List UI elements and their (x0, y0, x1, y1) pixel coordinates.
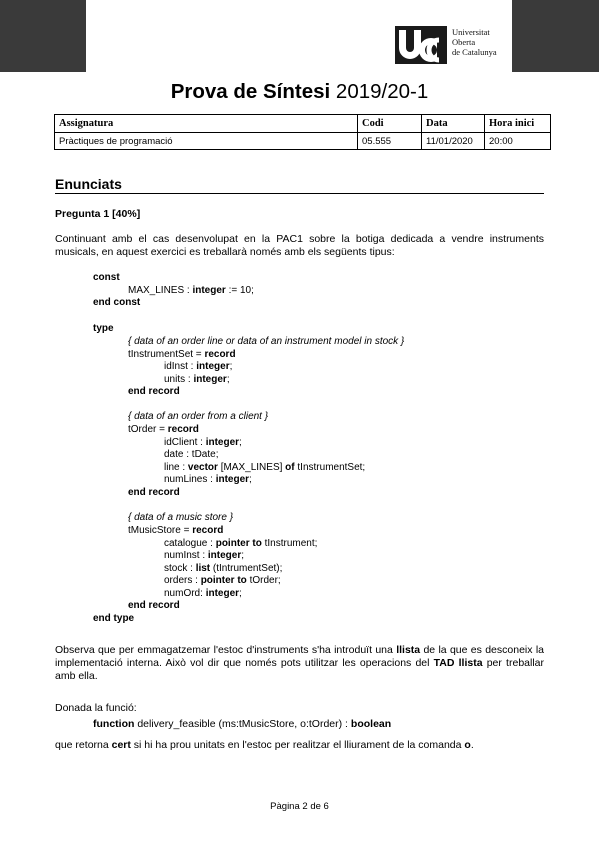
code-text: tOrder; (246, 575, 281, 586)
code-text: [MAX_LINES] (217, 461, 286, 473)
section-title: Enunciats (55, 176, 122, 192)
header-cell-data: Data (422, 115, 485, 133)
returns-line (55, 739, 474, 752)
observation-bold: TAD llista (433, 657, 483, 669)
page-title-bold: Prova de Síntesi (170, 80, 331, 103)
code-numord (164, 588, 242, 601)
cell-hora: 20:00 (485, 133, 551, 150)
code-text: ; (239, 587, 242, 599)
logo-line: Universitat (452, 27, 490, 37)
page-title (0, 80, 599, 104)
keyword: record (192, 525, 224, 536)
code-comment-order (128, 411, 268, 424)
returns-text: si hi ha prou unitats en l'estoc per realitzar el lliurament de la comanda (130, 739, 465, 751)
code-comment-store (128, 512, 233, 525)
keyword: of (285, 461, 295, 473)
keyword: integer (205, 587, 240, 599)
code-numlines (164, 474, 252, 487)
code-text: ; (239, 436, 242, 448)
keyword: record (167, 424, 199, 435)
keyword: integer (192, 284, 226, 296)
code-const-kw (93, 272, 120, 285)
code-text: MAX_LINES : (128, 284, 193, 296)
info-table (54, 114, 551, 150)
keyword: end record (128, 486, 180, 498)
keyword: end record (128, 600, 180, 611)
code-tmusicstore (128, 525, 223, 538)
code-text: numLines : (164, 474, 216, 485)
code-idclient (164, 437, 242, 450)
uoc-logo-icon (395, 26, 447, 64)
code-text: numInst : (164, 550, 208, 561)
code-catalogue (164, 538, 317, 551)
code-text: tInstrument; (261, 537, 318, 549)
code-text: idClient : (164, 436, 206, 448)
keyword: end const (93, 297, 141, 308)
section-divider (55, 193, 544, 194)
header-band-right (512, 0, 599, 72)
code-torder (128, 424, 199, 437)
returns-bold: cert (111, 739, 131, 751)
code-text: tInstrumentSet; (294, 461, 366, 473)
keyword: vector (187, 461, 218, 473)
donada-line: Donada la funció: (55, 702, 137, 714)
info-table-header-row (55, 115, 551, 133)
keyword: function (93, 718, 135, 730)
cell-data: 11/01/2020 (422, 133, 485, 150)
signature-text: delivery_feasible (ms:tMusicStore, o:tOrder) : (134, 718, 351, 730)
code-text: ; (229, 361, 233, 372)
returns-text: que retorna (55, 739, 112, 751)
keyword: integer (196, 361, 230, 372)
keyword: record (204, 348, 236, 360)
code-text: orders : (164, 575, 201, 586)
code-text: (tIntrumentSet); (210, 562, 283, 574)
code-text: line : (164, 461, 188, 473)
keyword: pointer to (215, 537, 262, 549)
code-text: ; (226, 373, 230, 385)
info-table-row (55, 133, 551, 150)
observation-paragraph (55, 644, 544, 683)
code-max-lines (128, 285, 254, 298)
page-footer: Pàgina 2 de 6 (270, 801, 329, 812)
function-signature (93, 718, 391, 731)
code-text: stock : (164, 562, 196, 574)
code-units (164, 374, 230, 387)
keyword: pointer to (200, 575, 247, 586)
code-text: ; (241, 550, 245, 561)
code-end-record (128, 487, 180, 500)
code-end-type (93, 613, 134, 626)
keyword: const (93, 272, 120, 283)
header-cell-assignatura: Assignatura (55, 115, 358, 133)
code-text: ; (249, 474, 252, 485)
code-end-record (128, 386, 180, 399)
observation-text: de la que es desconeix la implementació interna. Això vol dir que només pots utilitzar les operacions del (55, 644, 544, 669)
returns-bold: o (464, 739, 471, 751)
cell-assignatura: Pràctiques de programació (55, 133, 358, 150)
keyword: end type (93, 612, 135, 624)
keyword: integer (215, 474, 250, 485)
code-comment-instrument (128, 336, 404, 349)
observation-bold: llista (396, 644, 421, 656)
code-text: tInstrumentSet = (128, 348, 205, 360)
keyword: integer (193, 373, 227, 385)
code-tinstrumentset (128, 349, 236, 362)
code-comment: { data of a music store } (128, 512, 234, 523)
keyword: list (195, 562, 211, 574)
code-text: tMusicStore = (128, 525, 193, 536)
code-text: tOrder = (128, 424, 168, 435)
cell-codi: 05.555 (358, 133, 422, 150)
logo-line: Oberta (452, 37, 476, 47)
question-heading: Pregunta 1 [40%] (55, 208, 141, 220)
code-stock (164, 563, 282, 576)
code-end-const (93, 297, 140, 310)
code-text: numOrd: (164, 587, 206, 599)
code-comment: { data of an order line or data of an instrument model in stock } (128, 336, 405, 347)
code-date (164, 449, 218, 462)
header-band-left (0, 0, 86, 72)
keyword: integer (207, 550, 242, 561)
code-end-record (128, 600, 180, 613)
code-orders (164, 575, 281, 588)
code-numinst (164, 550, 244, 563)
returns-text: . (470, 739, 474, 751)
code-text: := 10; (225, 284, 254, 296)
observation-text: Observa que per emmagatzemar l'estoc d'instruments s'ha introduït una (55, 644, 397, 656)
keyword: integer (205, 436, 240, 448)
keyword: end record (128, 386, 180, 397)
code-text: date : tDate; (164, 449, 219, 460)
uoc-logo-text (452, 27, 497, 57)
code-comment: { data of an order from a client } (128, 411, 269, 422)
keyword: type (93, 323, 114, 334)
observation-text: per treballar amb ella. (55, 657, 544, 682)
page-title-rest: 2019/20-1 (330, 80, 429, 103)
code-idinst (164, 361, 232, 374)
code-text: catalogue : (164, 537, 216, 549)
code-text: idInst : (164, 361, 197, 372)
intro-paragraph: Continuant amb el cas desenvolupat en la PAC1 sobre la botiga dedicada a vendre instruments musicals, en aquest exercici es treballarà només amb els següents tipus: (55, 233, 544, 258)
header-cell-hora: Hora inici (485, 115, 551, 133)
logo-line: de Catalunya (452, 47, 497, 57)
code-type-kw (93, 323, 114, 336)
header-cell-codi: Codi (358, 115, 422, 133)
code-text: units : (164, 373, 194, 385)
keyword: boolean (350, 718, 392, 730)
code-line (164, 462, 365, 475)
